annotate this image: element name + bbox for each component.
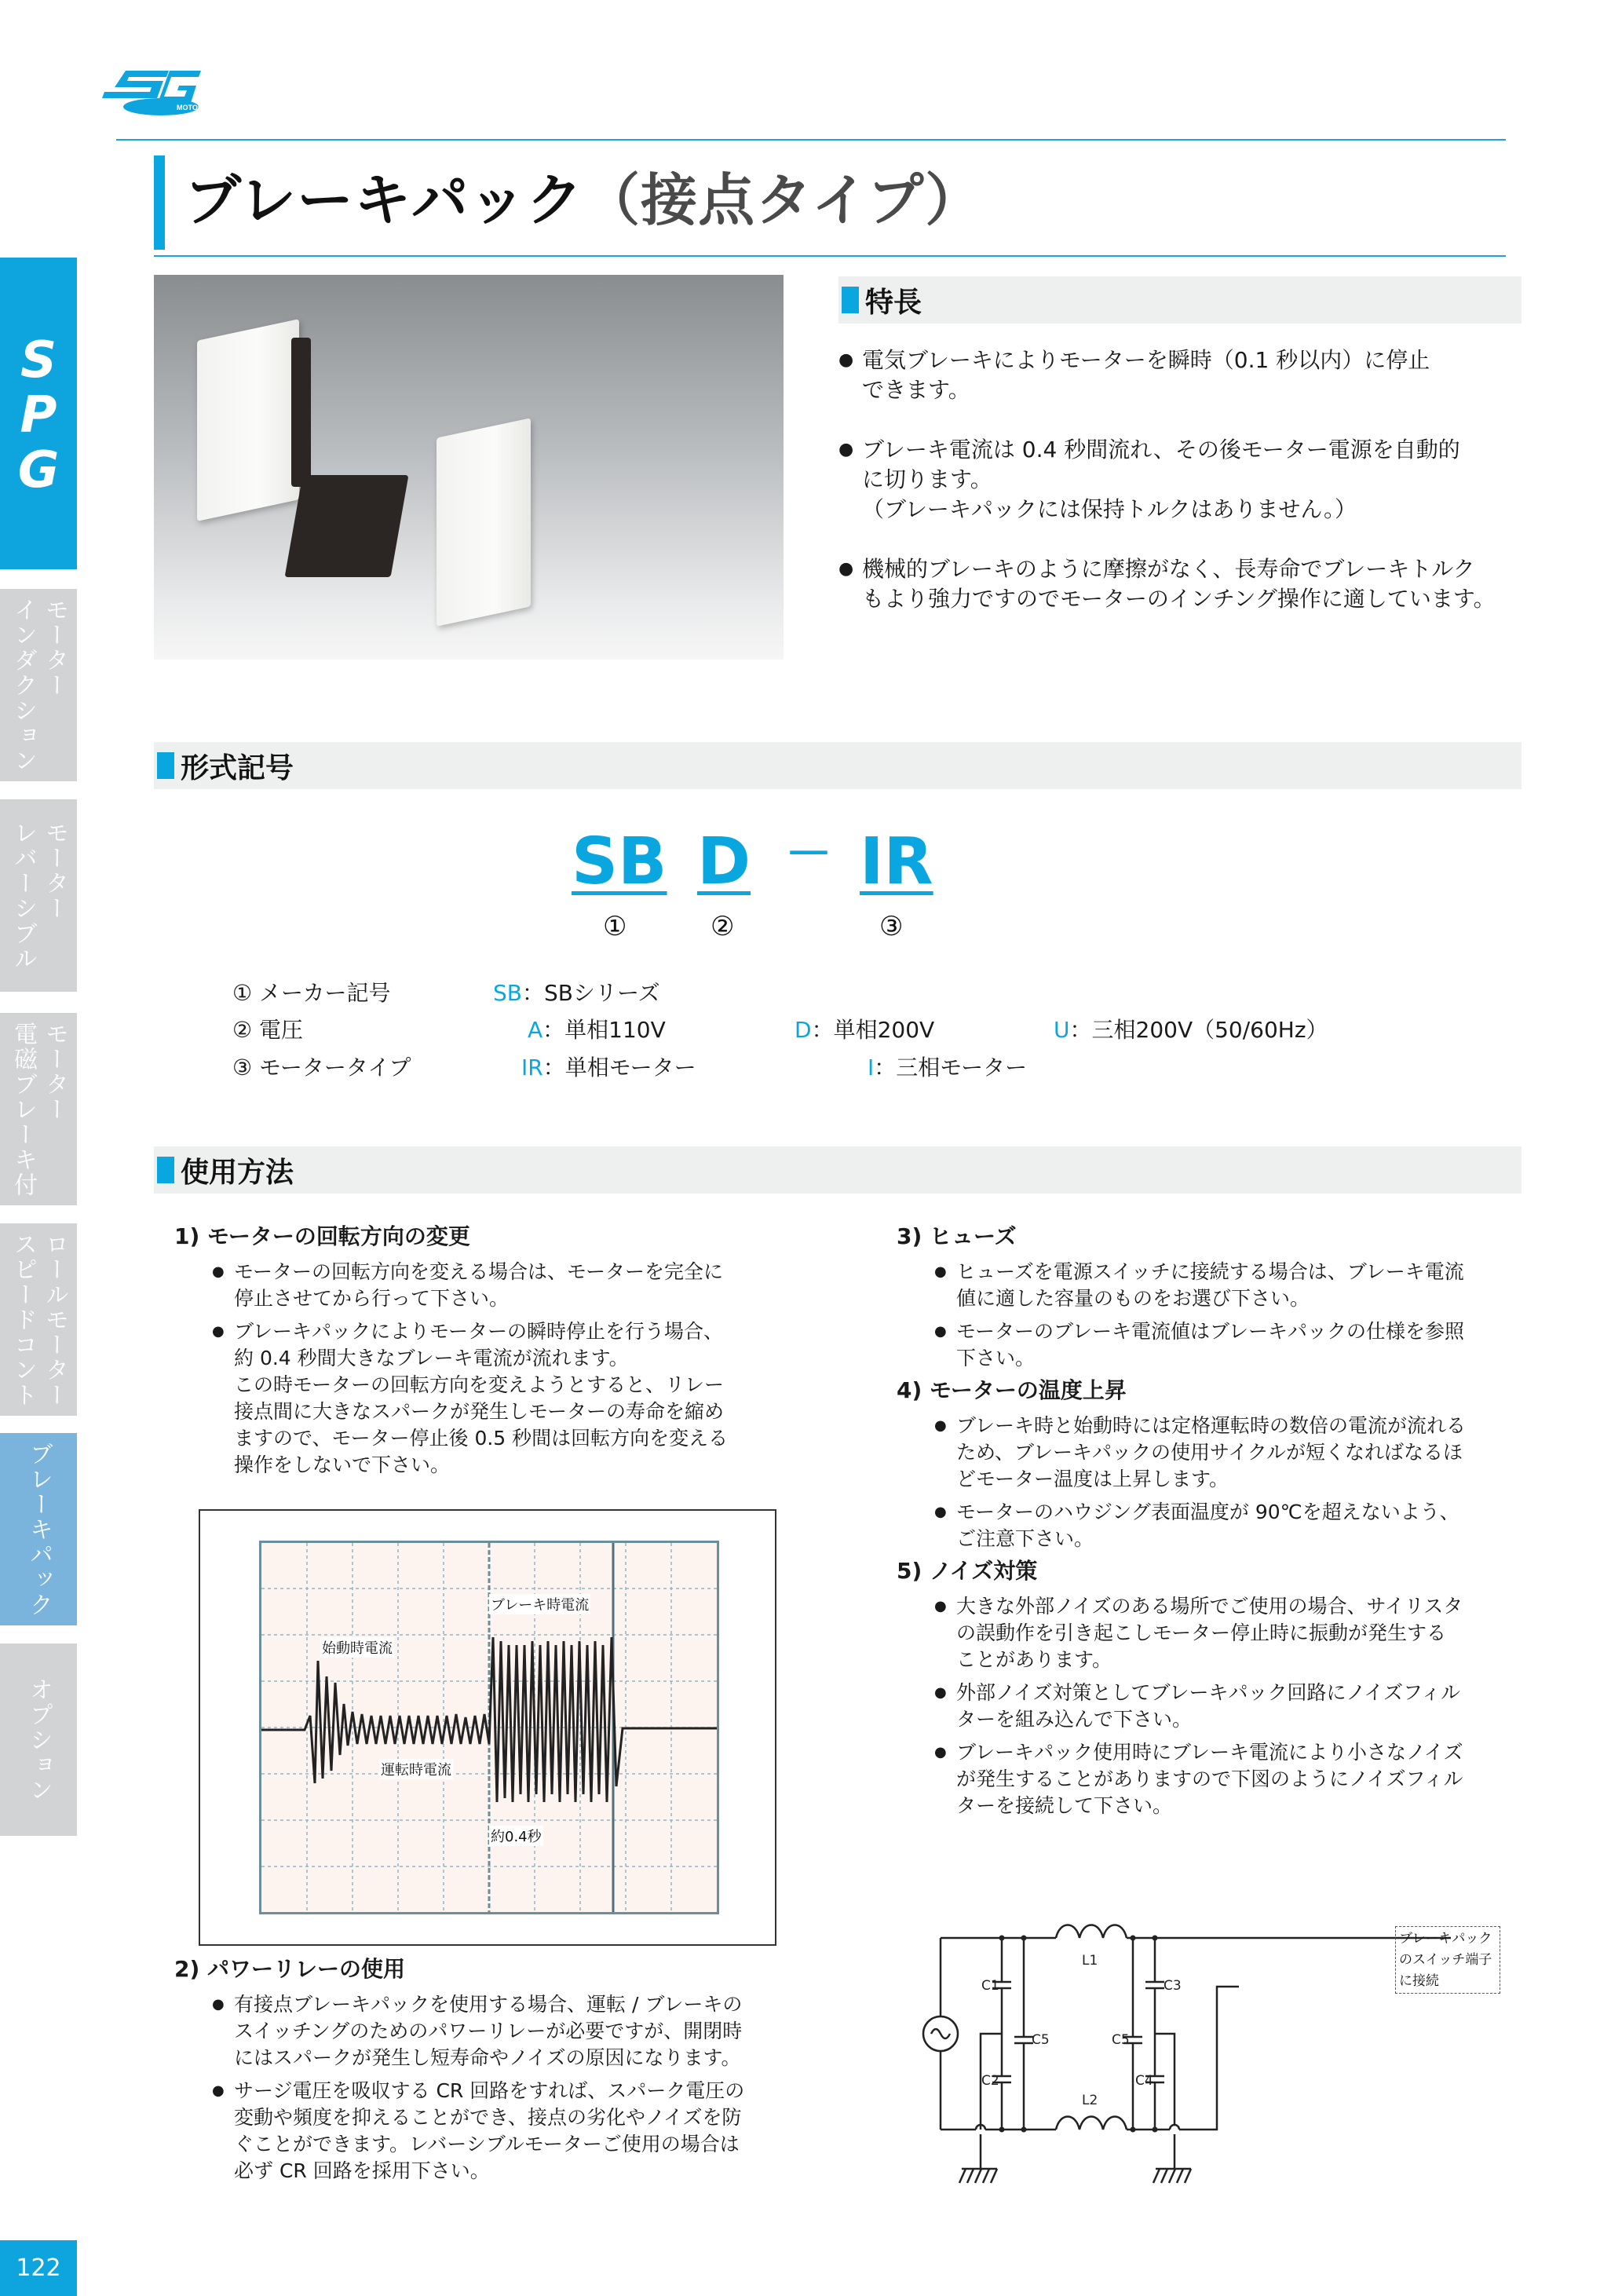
svg-text:MOTOR: MOTOR bbox=[177, 104, 203, 112]
sidebar-item-brake-pack[interactable] bbox=[0, 1433, 77, 1625]
svg-text:L1: L1 bbox=[1082, 1953, 1098, 1969]
bullet-line: 変動や頻度を抑えることができ、接点の劣化やノイズを防 bbox=[234, 2106, 742, 2129]
sidebar-item-induction[interactable] bbox=[0, 589, 77, 781]
bullet-icon: ● bbox=[838, 440, 854, 459]
spg-brand-mark: SPG bbox=[9, 331, 68, 496]
usage-section-power-relay bbox=[174, 1954, 771, 2184]
tab-line1: ブレーキパック bbox=[25, 1441, 53, 1618]
code-part-voltage: D bbox=[697, 824, 751, 899]
sidebar-item-speed-control[interactable] bbox=[0, 1223, 77, 1416]
bullet-line: ブレーキパックによりモーターの瞬時停止を行う場合、 bbox=[234, 1320, 724, 1343]
bullet-line: 下さい。 bbox=[956, 1347, 1036, 1369]
code-part-maker: SB bbox=[572, 824, 667, 899]
legend-code: D bbox=[795, 1017, 812, 1043]
legend-code: IR bbox=[521, 1055, 543, 1080]
bullet-line: が発生することがありますので下図のようにノイズフィル bbox=[956, 1768, 1463, 1790]
bullet-icon: ● bbox=[212, 2082, 225, 2099]
bullet-line: 有接点ブレーキパックを使用する場合、運転 / ブレーキの bbox=[234, 1993, 743, 2016]
bullet-line: 停止させてから行って下さい。 bbox=[234, 1287, 510, 1310]
feature-line: （ブレーキパックには保持トルクはありません。） bbox=[862, 496, 1357, 522]
title-rule bbox=[154, 255, 1506, 257]
bullet-line: 接点間に大きなスパークが発生しモーターの寿命を縮め bbox=[234, 1400, 725, 1423]
bullet-line: どモーター温度は上昇します。 bbox=[956, 1468, 1229, 1490]
page-number: 122 bbox=[0, 2240, 77, 2296]
feature-line: 電気ブレーキによりモーターを瞬時（0.1 秒以内）に停止 bbox=[862, 347, 1430, 373]
legend-desc: 単相モーター bbox=[564, 1055, 696, 1080]
bullet-line: ことがあります。 bbox=[956, 1648, 1112, 1671]
legend-motor-type-option-ir bbox=[521, 1052, 696, 1084]
bullet-line: モーターのブレーキ電流値はブレーキパックの仕様を参照 bbox=[956, 1320, 1465, 1343]
legend-desc: 三相200V（50/60Hz） bbox=[1091, 1017, 1328, 1043]
legend-code: SB bbox=[493, 980, 522, 1006]
marker-2: ② bbox=[711, 911, 735, 942]
section-title: 使用方法 bbox=[181, 1156, 294, 1189]
usage-section-title: 2) パワーリレーの使用 bbox=[174, 1956, 406, 1982]
sidebar-item-reversible[interactable] bbox=[0, 799, 77, 992]
usage-bullet bbox=[934, 1413, 1517, 1493]
bullet-icon: ● bbox=[838, 350, 854, 370]
page-title bbox=[184, 161, 982, 239]
tab-line2: レバーシブル bbox=[9, 820, 37, 971]
bullet-line: ため、ブレーキパックの使用サイクルが短くなればなるほ bbox=[956, 1441, 1463, 1464]
usage-section-noise bbox=[897, 1556, 1517, 1819]
svg-text:C2: C2 bbox=[981, 2073, 999, 2089]
separator: ： bbox=[542, 1055, 565, 1080]
usage-section-title: 3) ヒューズ bbox=[897, 1223, 1017, 1249]
legend-desc: 単相110V bbox=[564, 1017, 666, 1043]
separator: ： bbox=[1069, 1017, 1092, 1043]
legend-label: ③ モータータイプ bbox=[232, 1055, 411, 1080]
bullet-icon: ● bbox=[212, 1323, 225, 1340]
relay-socket bbox=[285, 475, 409, 577]
section-marker bbox=[842, 287, 859, 313]
bullet-icon: ● bbox=[934, 1263, 947, 1280]
circuit-note-box bbox=[1395, 1926, 1500, 1994]
spg-motor-logo bbox=[102, 63, 220, 118]
title-main: ブレーキパック bbox=[184, 167, 584, 233]
bullet-icon: ● bbox=[934, 1323, 947, 1340]
feature-line: ブレーキ電流は 0.4 秒間流れ、その後モーター電源を自動的 bbox=[862, 437, 1460, 462]
svg-text:C5: C5 bbox=[1112, 2032, 1130, 2048]
bullet-line: 大きな外部ノイズのある場所でご使用の場合、サイリスタ bbox=[956, 1595, 1463, 1618]
tab-line2: 電磁ブレーキ付 bbox=[9, 1021, 37, 1197]
tab-line1: モーター bbox=[41, 820, 68, 921]
usage-section-title: 1) モーターの回転方向の変更 bbox=[174, 1223, 470, 1249]
bullet-icon: ● bbox=[934, 1417, 947, 1434]
bullet-icon: ● bbox=[934, 1598, 947, 1614]
legend-desc: 三相モーター bbox=[896, 1055, 1028, 1080]
svg-text:C5: C5 bbox=[1032, 2032, 1050, 2048]
legend-voltage-option-u bbox=[1054, 1015, 1328, 1046]
bullet-line: ますので、モーター停止後 0.5 秒間は回転方向を変える bbox=[234, 1427, 729, 1450]
header-rule bbox=[116, 139, 1506, 141]
bullet-line: ぐことができます。レバーシブルモーターご使用の場合は bbox=[234, 2133, 740, 2155]
usage-bullet bbox=[934, 1593, 1517, 1673]
feature-item bbox=[838, 554, 1529, 614]
usage-section-temperature bbox=[897, 1375, 1517, 1552]
section-title: 特長 bbox=[865, 286, 922, 319]
usage-bullet bbox=[934, 1259, 1517, 1312]
section-header-features bbox=[838, 276, 1522, 324]
bullet-line: ターを接続して下さい。 bbox=[956, 1794, 1173, 1817]
separator: ： bbox=[542, 1017, 565, 1043]
legend-desc: SBシリーズ bbox=[544, 980, 660, 1006]
relay-unit-left bbox=[197, 319, 299, 521]
sidebar-brand-tab bbox=[0, 258, 77, 569]
section-header-model-code bbox=[154, 742, 1522, 789]
usage-bullet bbox=[212, 1318, 771, 1479]
feature-item bbox=[838, 345, 1529, 405]
tab-line1: モーター bbox=[41, 597, 68, 698]
legend-label: ② 電圧 bbox=[232, 1017, 304, 1043]
usage-right-column bbox=[897, 1221, 1517, 1819]
bullet-line: スイッチングのためのパワーリレーが必要ですが、開閉時 bbox=[234, 2020, 743, 2042]
legend-voltage-option-d bbox=[795, 1015, 934, 1046]
legend-code: A bbox=[528, 1017, 543, 1043]
bullet-icon: ● bbox=[934, 1684, 947, 1701]
usage-section-title: 5) ノイズ対策 bbox=[897, 1558, 1038, 1584]
relay-unit-right bbox=[437, 418, 531, 627]
feature-line: に切ります。 bbox=[862, 466, 992, 492]
separator: ： bbox=[874, 1055, 897, 1080]
bullet-line: モーターのハウジング表面温度が 90℃を超えないよう、 bbox=[956, 1501, 1459, 1523]
bullet-line: にはスパークが発生し短寿命やノイズの原因になります。 bbox=[234, 2046, 741, 2069]
sidebar-item-electromagnetic-brake[interactable] bbox=[0, 1013, 77, 1205]
usage-section-fuse bbox=[897, 1221, 1517, 1372]
feature-line: できます。 bbox=[862, 377, 970, 403]
usage-section-rotation bbox=[174, 1221, 771, 1479]
usage-bullet bbox=[212, 2078, 771, 2184]
bullet-line: 約 0.4 秒間大きなブレーキ電流が流れます。 bbox=[234, 1347, 629, 1369]
legend-label: ① メーカー記号 bbox=[232, 980, 391, 1006]
relay-socket-side bbox=[291, 338, 311, 487]
oscilloscope-figure bbox=[259, 1541, 719, 1914]
tab-line1: オプション bbox=[25, 1676, 53, 1803]
marker-3: ③ bbox=[879, 911, 904, 942]
bullet-icon: ● bbox=[934, 1744, 947, 1760]
legend-code: I bbox=[868, 1055, 875, 1080]
legend-motor-type-option-i bbox=[868, 1052, 1027, 1084]
title-accent-bar bbox=[154, 155, 165, 250]
bullet-line: 値に適した容量のものをお選び下さい。 bbox=[956, 1287, 1310, 1310]
bullet-line: ヒューズを電源スイッチに接続する場合は、ブレーキ電流 bbox=[956, 1260, 1464, 1283]
svg-text:C1: C1 bbox=[981, 1978, 999, 1994]
legend-code: U bbox=[1054, 1017, 1070, 1043]
label-run-current: 運転時電流 bbox=[379, 1759, 453, 1779]
legend-voltage bbox=[232, 1015, 303, 1046]
code-part-motor-type: IR bbox=[860, 824, 933, 899]
label-brake-current: ブレーキ時電流 bbox=[489, 1594, 590, 1614]
bullet-icon: ● bbox=[838, 559, 854, 579]
tab-line2: スピードコント bbox=[9, 1231, 37, 1408]
label-start-current: 始動時電流 bbox=[320, 1637, 394, 1658]
bullet-line: ターを組み込んで下さい。 bbox=[956, 1708, 1193, 1731]
features-list bbox=[838, 345, 1529, 644]
tab-line1: モーター bbox=[41, 1021, 68, 1122]
sidebar-item-options[interactable] bbox=[0, 1643, 77, 1836]
tab-line2: インダクション bbox=[9, 597, 37, 773]
bullet-line: ご注意下さい。 bbox=[956, 1527, 1094, 1550]
bullet-line: ブレーキパック使用時にブレーキ電流により小さなノイズ bbox=[956, 1741, 1463, 1764]
marker-1: ① bbox=[603, 911, 627, 942]
bullet-line: サージ電圧を吸収する CR 回路をすれば、スパーク電圧の bbox=[234, 2079, 745, 2102]
legend-maker bbox=[232, 978, 390, 1009]
usage-section-title: 4) モーターの温度上昇 bbox=[897, 1377, 1127, 1403]
bullet-icon: ● bbox=[212, 1996, 225, 2013]
note-line: のスイッチ端子 bbox=[1399, 1952, 1492, 1968]
legend-motor-type bbox=[232, 1052, 411, 1084]
tab-line1: ロールモーター bbox=[41, 1231, 68, 1408]
section-marker bbox=[157, 1157, 174, 1183]
svg-text:C4: C4 bbox=[1135, 2073, 1153, 2089]
label-duration: 約0.4秒 bbox=[489, 1826, 543, 1846]
section-title: 形式記号 bbox=[181, 751, 294, 784]
legend-voltage-option-a bbox=[528, 1015, 666, 1046]
feature-line: もより強力ですのでモーターのインチング操作に適しています。 bbox=[862, 586, 1496, 612]
bullet-line: 必ず CR 回路を採用下さい。 bbox=[234, 2159, 490, 2182]
usage-bullet bbox=[934, 1739, 1517, 1819]
svg-text:L2: L2 bbox=[1082, 2093, 1098, 2108]
bullet-icon: ● bbox=[212, 1263, 225, 1280]
feature-line: 機械的ブレーキのように摩擦がなく、長寿命でブレーキトルク bbox=[862, 556, 1475, 582]
section-marker bbox=[157, 752, 174, 779]
note-line: ブレーキパック bbox=[1399, 1931, 1492, 1947]
feature-item bbox=[838, 435, 1529, 525]
bullet-icon: ● bbox=[934, 1504, 947, 1520]
section-header-usage bbox=[154, 1146, 1522, 1194]
svg-text:C3: C3 bbox=[1164, 1978, 1182, 1994]
bullet-line: この時モーターの回転方向を変えようとすると、リレー bbox=[234, 1373, 725, 1396]
bullet-line: 操作をしないで下さい。 bbox=[234, 1453, 451, 1476]
bullet-line: の誤動作を引き起こしモーター停止時に振動が発生する bbox=[956, 1621, 1447, 1644]
separator: ： bbox=[521, 980, 544, 1006]
note-line: に接続 bbox=[1399, 1973, 1439, 1989]
product-photo bbox=[154, 275, 784, 660]
legend-maker-option bbox=[493, 978, 660, 1009]
usage-bullet bbox=[212, 1259, 771, 1312]
bullet-line: ブレーキ時と始動時には定格運転時の数倍の電流が流れる bbox=[956, 1414, 1467, 1437]
legend-desc: 単相200V bbox=[833, 1017, 935, 1043]
bullet-line: 外部ノイズ対策としてブレーキパック回路にノイズフィル bbox=[956, 1681, 1461, 1704]
usage-bullet bbox=[934, 1499, 1517, 1552]
title-sub: （接点タイプ） bbox=[583, 167, 983, 233]
separator: ： bbox=[811, 1017, 834, 1043]
usage-bullet bbox=[934, 1680, 1517, 1733]
usage-bullet bbox=[934, 1318, 1517, 1372]
usage-bullet bbox=[212, 1991, 771, 2071]
code-dash: － bbox=[785, 827, 832, 882]
bullet-line: モーターの回転方向を変える場合は、モーターを完全に bbox=[234, 1260, 724, 1283]
